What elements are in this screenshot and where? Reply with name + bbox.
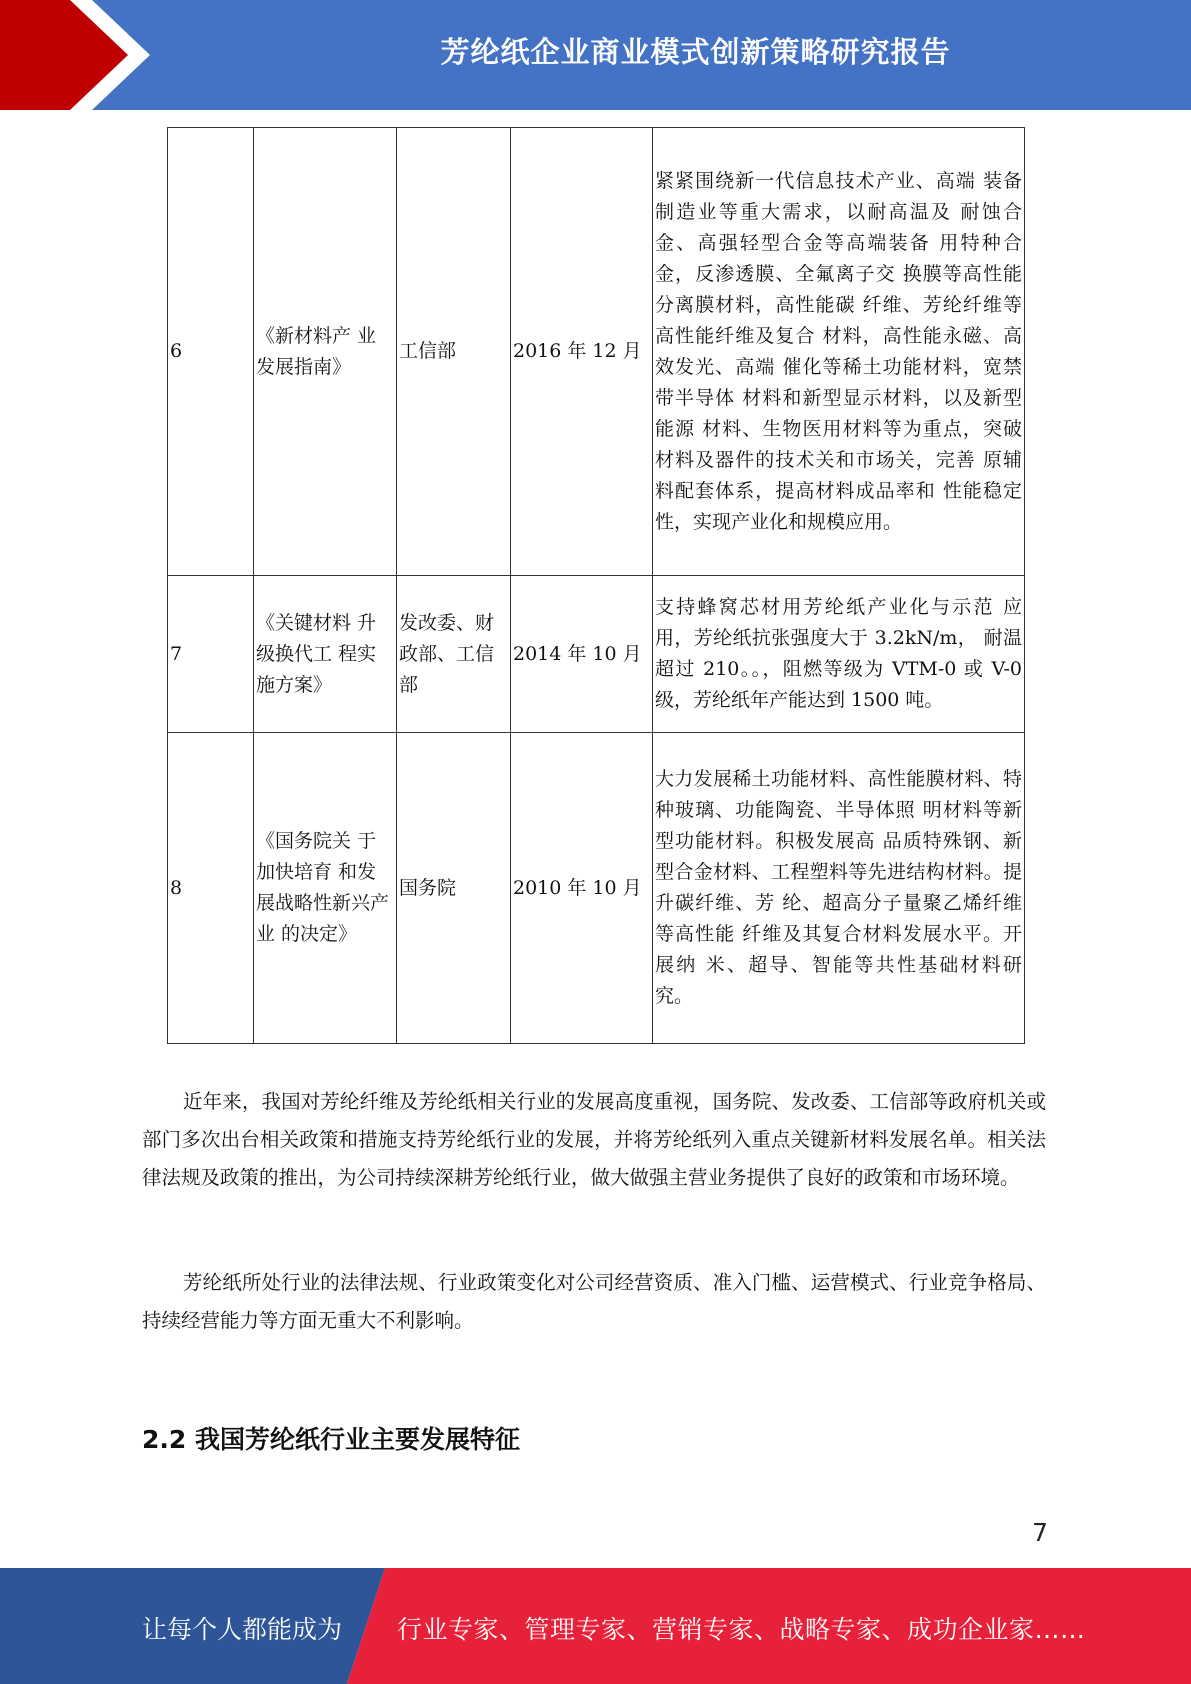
report-title: 芳纶纸企业商业模式创新策略研究报告 xyxy=(440,35,951,69)
table-row xyxy=(168,576,1025,733)
policy-content: 大力发展稀土功能材料、高性能膜材料、特种玻璃、功能陶瓷、半导体照 明材料等新型功能材料。积极发展高 品质特殊钢、新型合金材料、工程塑料等先进结构材料。提升碳纤维、芳 纶、超高分子量聚乙烯纤维等高性能 纤维及其复合材料发展水平。开展纳 米、超导、智能等共性基础材料研究。 xyxy=(653,733,1025,1044)
issuing-department: 工信部 xyxy=(397,128,511,576)
issuing-department: 国务院 xyxy=(397,733,511,1044)
issue-date: 2014 年 10 月 xyxy=(511,576,653,733)
policy-content: 紧紧围绕新一代信息技术产业、高端 装备制造业等重大需求，以耐高温及 耐蚀合金、高强轻型合金等高端装备 用特种合金，反渗透膜、全氟离子交 换膜等高性能分离膜材料，高性能碳 纤维、芳纶纤维等高性能纤维及复合 材料，高性能永磁、高效发光、高端 催化等稀土功能材料，宽禁带半导体 材料和新型显示材料，以及新型能源 材料、生物医用材料等为重点，突破 材料及器件的技术关和市场关，完善 原辅料配套体系，提高材料成品率和 性能稳定性，实现产业化和规模应用。 xyxy=(653,128,1025,576)
footer-slogan-right: 行业专家、管理专家、营销专家、战略专家、成功企业家…… xyxy=(397,1615,1086,1644)
policy-content: 支持蜂窝芯材用芳纶纸产业化与示范 应用，芳纶纸抗张强度大于 3.2kN/m， 耐温超过 210。。，阻燃等级为 VTM-0 或 V-0 级，芳纶纸年产能达到 1500 吨。 xyxy=(653,576,1025,733)
issue-date: 2016 年 12 月 xyxy=(511,128,653,576)
policy-name: 《关键材料 升级换代工 程实施方案》 xyxy=(254,576,397,733)
footer-slogan-left: 让每个人都能成为 xyxy=(142,1615,343,1644)
page-number: 7 xyxy=(1032,1518,1048,1547)
issue-date: 2010 年 10 月 xyxy=(511,733,653,1044)
footer-banner xyxy=(0,1568,1191,1684)
policy-table xyxy=(167,127,1025,1044)
table-row xyxy=(168,128,1025,576)
row-number: 7 xyxy=(168,576,254,733)
policy-name: 《国务院关 于加快培育 和发展战略性新兴产业 的决定》 xyxy=(254,733,397,1044)
body-paragraph: 芳纶纸所处行业的法律法规、行业政策变化对公司经营资质、准入门槛、运营模式、行业竞争格局、持续经营能力等方面无重大不利影响。 xyxy=(142,1271,1046,1332)
body-paragraph: 近年来，我国对芳纶纤维及芳纶纸相关行业的发展高度重视，国务院、发改委、工信部等政府机关或部门多次出台相关政策和措施支持芳纶纸行业的发展，并将芳纶纸列入重点关键新材料发展名单。相关法律法规及政策的推出，为公司持续深耕芳纶纸行业，做大做强主营业务提供了良好的政策和市场环境。 xyxy=(142,1090,1046,1189)
policy-name: 《新材料产 业发展指南》 xyxy=(254,128,397,576)
row-number: 6 xyxy=(168,128,254,576)
row-number: 8 xyxy=(168,733,254,1044)
header-banner xyxy=(0,0,1191,110)
issuing-department: 发改委、财政部、工信部 xyxy=(397,576,511,733)
table-row xyxy=(168,733,1025,1044)
section-heading: 2.2 我国芳纶纸行业主要发展特征 xyxy=(142,1425,520,1454)
